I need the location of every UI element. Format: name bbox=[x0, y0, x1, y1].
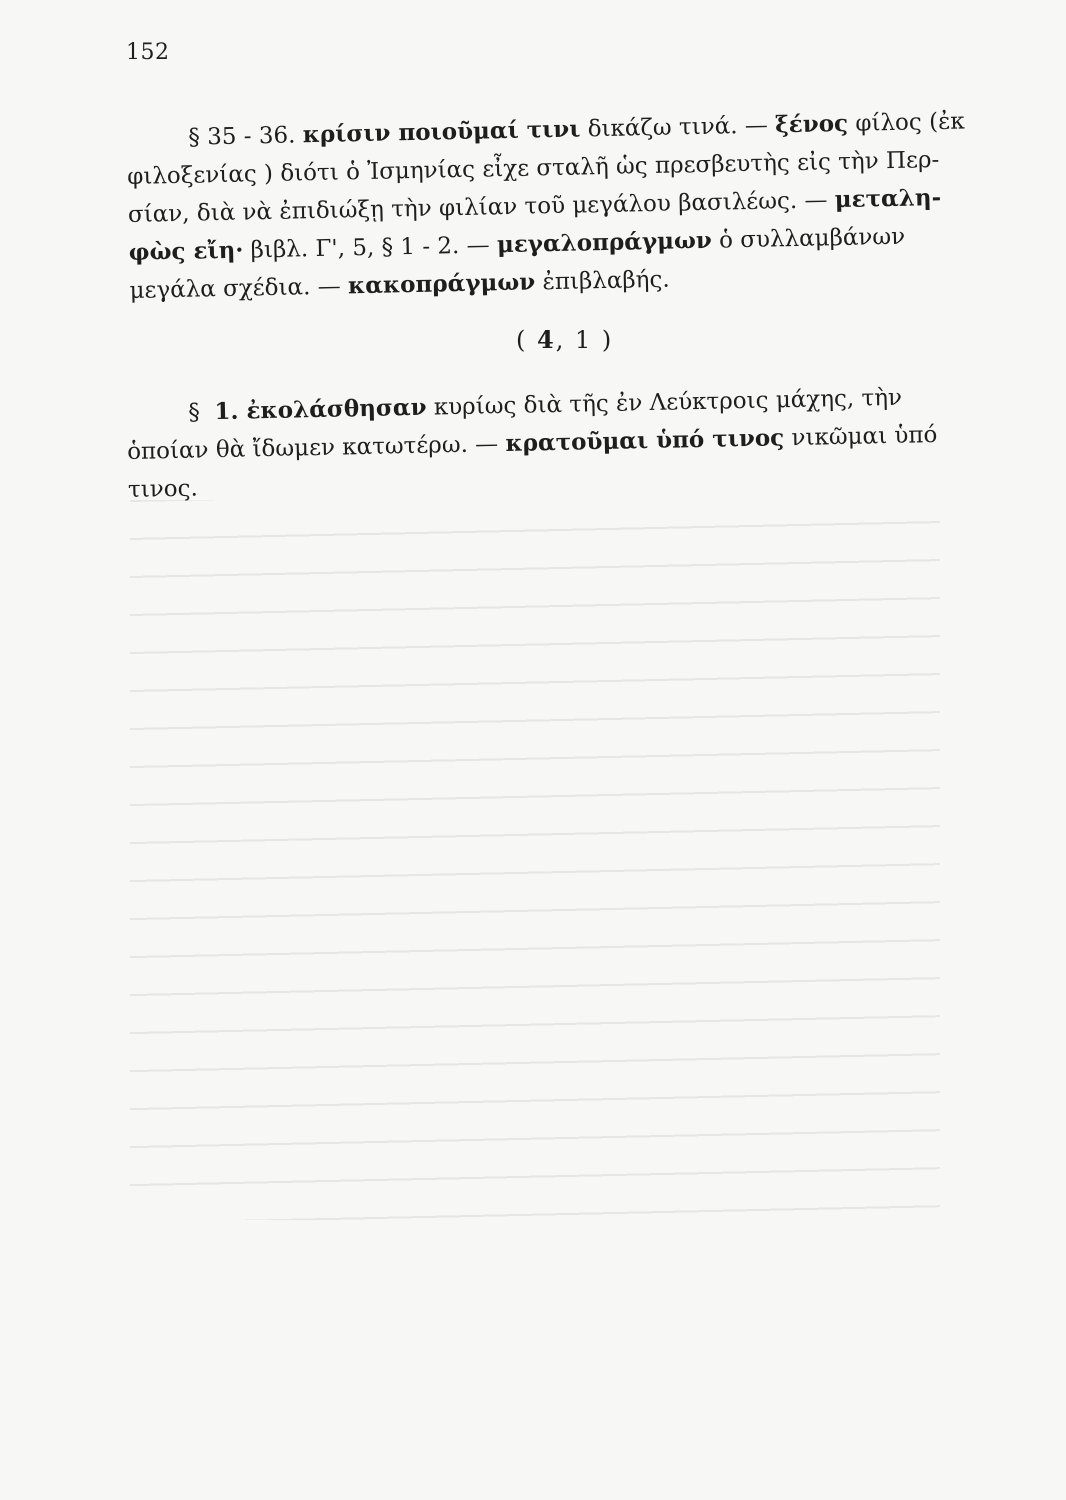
heading-open: ( bbox=[516, 326, 528, 354]
bold-term: 1. ἐκολάσθησαν bbox=[214, 393, 427, 426]
text-line: τινος. bbox=[127, 475, 199, 503]
text-run: σίαν, διὰ νὰ ἐπιδιώξῃ τὴν φιλίαν τοῦ μεγάλου βασιλέως. — bbox=[127, 187, 828, 228]
bleed-through-texture bbox=[130, 500, 940, 1220]
bold-term: μεγαλοπράγμων bbox=[496, 226, 713, 259]
heading-number: 4 bbox=[537, 325, 556, 354]
text-run: φίλος (ἐκ bbox=[855, 108, 966, 137]
text-run: μεγάλα σχέδια. — bbox=[129, 273, 341, 304]
commentary-section-35-36 bbox=[126, 103, 966, 310]
text-run: ὁ συλλαμβάνων bbox=[718, 223, 906, 254]
bold-term: κρατοῦμαι ὑπό τινος bbox=[505, 424, 785, 458]
bold-term: φὼς εἴη· bbox=[128, 236, 244, 266]
bold-term: κακοπράγμων bbox=[347, 268, 536, 300]
commentary-section-1 bbox=[126, 378, 943, 509]
text-run: βιβλ. Γ', 5, § 1 - 2. — bbox=[250, 232, 490, 264]
text-run: ὁποίαν θὰ ἴδωμεν κατωτέρω. — bbox=[126, 431, 499, 465]
bold-term: μεταλη- bbox=[834, 183, 942, 214]
text-run: κυρίως διὰ τῆς ἐν Λεύκτροις μάχης, τὴν bbox=[433, 384, 903, 421]
text-run: νικῶμαι ὑπό bbox=[791, 422, 938, 452]
heading-rest: , 1 ) bbox=[555, 326, 614, 354]
page-number: 152 bbox=[126, 40, 170, 65]
section-mark: § bbox=[188, 399, 201, 426]
text-run: δικάζω τινά. — bbox=[587, 112, 769, 143]
bold-term: ξένος bbox=[774, 109, 849, 139]
text-line: φιλοξενίας ) διότι ὁ Ἰσμηνίας εἶχε σταλῆ ὡς πρεσβευτὴς εἰς τὴν Περ- bbox=[126, 146, 940, 190]
bold-term: κρίσιν ποιοῦμαί τινι bbox=[302, 115, 581, 149]
text-run: ἐπιβλαβής. bbox=[542, 266, 670, 296]
section-mark: § 35 - 36. bbox=[188, 122, 296, 151]
chapter-heading bbox=[516, 325, 613, 354]
